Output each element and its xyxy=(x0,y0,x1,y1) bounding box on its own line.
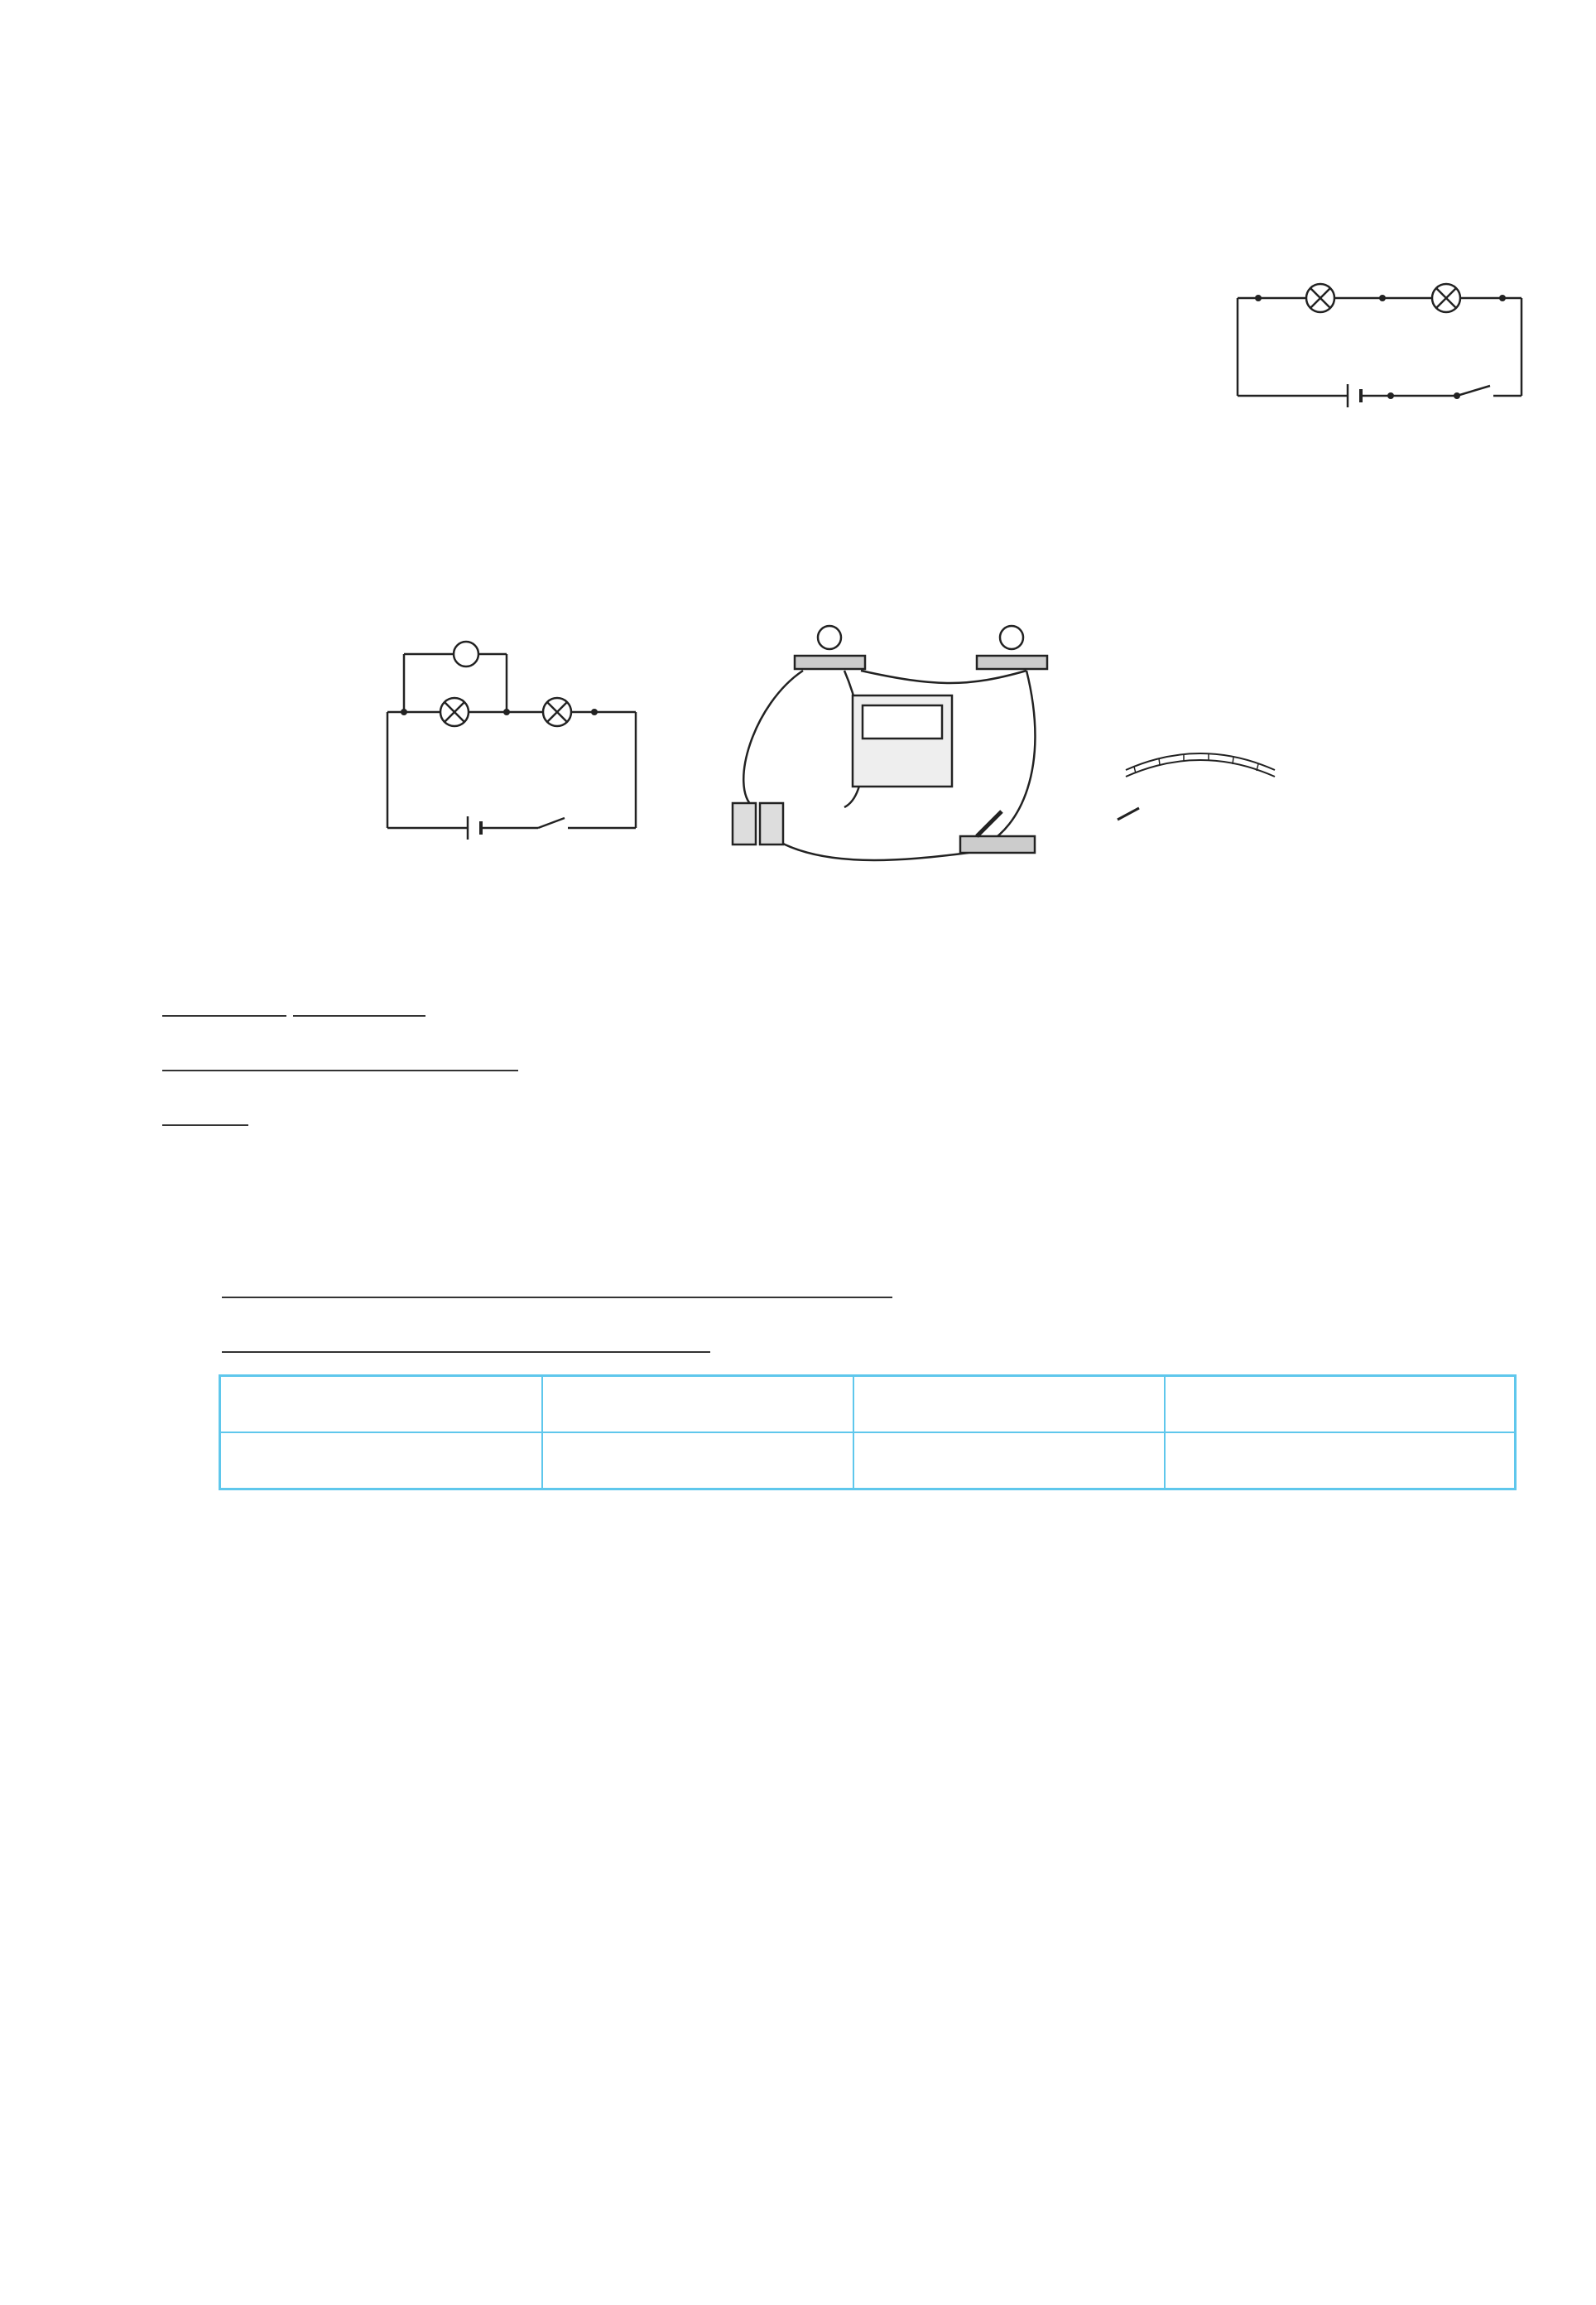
figure-15-bing xyxy=(1109,720,1300,878)
q15-part3 xyxy=(159,1025,522,1071)
figure-15-jia xyxy=(373,629,654,878)
table-header-row xyxy=(220,1376,1516,1433)
q15-part4 xyxy=(159,1080,252,1126)
question-14-line2-wrap xyxy=(159,209,250,255)
table-row xyxy=(220,1432,1516,1489)
q15-part5-line2 xyxy=(219,1252,896,1298)
q15-part2-blank2 xyxy=(293,1015,425,1017)
figure-14-circuit xyxy=(1225,265,1531,414)
q15-part5-blank1 xyxy=(222,1297,892,1298)
figure-15-yi xyxy=(720,604,1068,878)
q15-part5-blank2 xyxy=(222,1351,710,1353)
table-cell xyxy=(220,1432,543,1489)
q15-part4-blank xyxy=(162,1124,248,1126)
table-cell xyxy=(853,1432,1165,1489)
table-cell xyxy=(542,1432,853,1489)
table-header xyxy=(1165,1376,1515,1433)
table-header xyxy=(853,1376,1165,1433)
q15-part3-blank xyxy=(162,1070,518,1071)
q15-part5-line3 xyxy=(219,1306,714,1353)
q15-part2-blank1 xyxy=(162,1015,286,1017)
table-header xyxy=(220,1376,543,1433)
data-table xyxy=(219,1374,1517,1490)
q15-part2 xyxy=(159,970,429,1017)
table-header xyxy=(542,1376,853,1433)
table-cell xyxy=(1165,1432,1515,1489)
